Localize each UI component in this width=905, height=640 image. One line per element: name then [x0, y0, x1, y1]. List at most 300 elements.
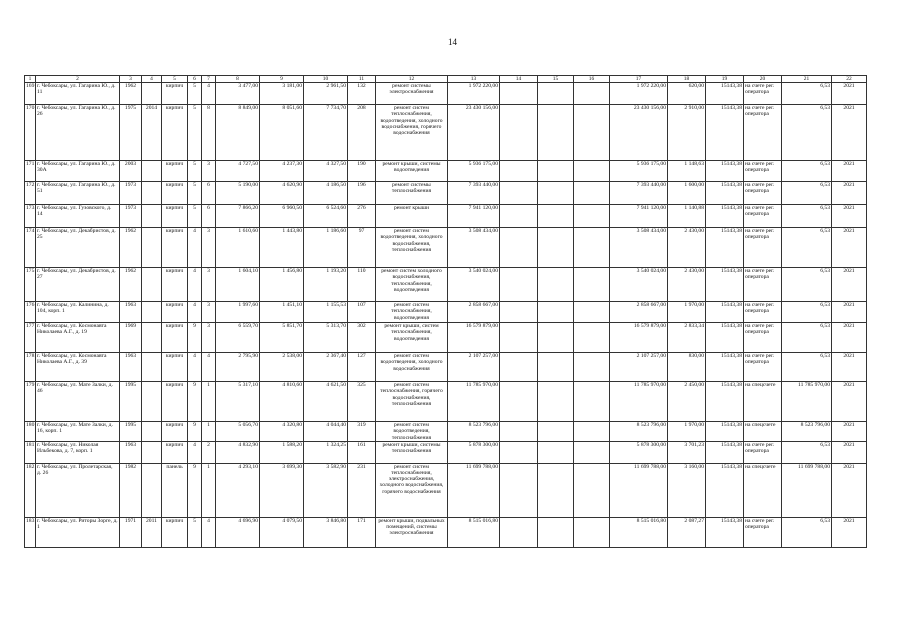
table-row [25, 323, 867, 353]
table-cell: 1963 [120, 302, 142, 323]
table-cell: 15143,38 [706, 302, 744, 323]
table-cell: на счете рег. оператора [744, 205, 782, 228]
table-cell: 4 696,90 [216, 517, 260, 547]
table-cell: 9 [188, 323, 202, 353]
table-cell [538, 83, 574, 105]
table-cell: 110 [348, 268, 376, 302]
table-cell [574, 441, 610, 463]
table-cell: 6,53 [782, 268, 832, 302]
table-cell: 1 970,00 [668, 422, 706, 442]
table-cell [500, 182, 538, 205]
table-cell: 4 [188, 353, 202, 382]
table-cell: г. Чебоксары, ул. Мате Залки, д. 46 [36, 382, 120, 422]
table-row [25, 105, 867, 161]
column-header: 17 [610, 76, 668, 83]
table-cell [142, 302, 162, 323]
table-cell: 4 810,60 [260, 382, 304, 422]
table-cell: 5 [188, 83, 202, 105]
table-cell: 1 610,60 [216, 228, 260, 268]
table-cell: 3 181,00 [260, 83, 304, 105]
table-cell [574, 161, 610, 182]
table-cell: 2011 [142, 517, 162, 547]
table-cell: 127 [348, 353, 376, 382]
table-row [25, 205, 867, 228]
table-cell: ремонт крыши, системы теплоснабжения [376, 441, 448, 463]
table-cell: 2 367,40 [304, 353, 348, 382]
table-cell [142, 441, 162, 463]
table-cell: 7 393 440,00 [448, 182, 500, 205]
table-cell: 4 [188, 228, 202, 268]
table-cell: 11 699 788,00 [782, 463, 832, 517]
table-cell: 6 [202, 205, 216, 228]
table-cell [538, 463, 574, 517]
table-cell: 15143,38 [706, 353, 744, 382]
table-cell: на счете рег. оператора [744, 83, 782, 105]
table-cell: г. Чебоксары, ул. Мате Залки, д. 16, корп. 1 [36, 422, 120, 442]
table-cell: 15143,38 [706, 268, 744, 302]
table-cell [142, 463, 162, 517]
column-header: 9 [260, 76, 304, 83]
table-cell: 183 [25, 517, 36, 547]
table-cell [142, 353, 162, 382]
table-cell [538, 105, 574, 161]
table-cell: 7 941 120,00 [610, 205, 668, 228]
table-cell: г. Чебоксары, ул. Космонавта Николаева А.Г., д. 39 [36, 353, 120, 382]
table-cell: кирпич [162, 161, 188, 182]
table-cell: 2021 [832, 422, 867, 442]
table-cell: ремонт систем холодного водоснабжения, теплоснабжения, водоотведения [376, 268, 448, 302]
table-cell: 1 972 220,00 [610, 83, 668, 105]
table-cell: 1963 [120, 441, 142, 463]
table-cell: 2021 [832, 463, 867, 517]
table-cell: 8 051,60 [260, 105, 304, 161]
table-cell: 2 795,90 [216, 353, 260, 382]
table-cell: 1 588,20 [260, 441, 304, 463]
table-cell: 2021 [832, 353, 867, 382]
table-cell: 11 699 788,00 [610, 463, 668, 517]
table-cell: на счете рег. оператора [744, 302, 782, 323]
table-cell: 176 [25, 302, 36, 323]
table-cell: 5 878 300,00 [610, 441, 668, 463]
table-cell: 1962 [120, 83, 142, 105]
table-cell: 2 858 667,00 [610, 302, 668, 323]
column-header: 7 [202, 76, 216, 83]
table-cell [538, 228, 574, 268]
table-cell: 173 [25, 205, 36, 228]
table-cell: 171 [25, 161, 36, 182]
table-cell: 1 [202, 422, 216, 442]
table-cell: 1973 [120, 205, 142, 228]
table-row [25, 228, 867, 268]
column-header: 12 [376, 76, 448, 83]
table-cell: на счете рег. оператора [744, 517, 782, 547]
table-cell: г. Чебоксары, ул. Гагарина Ю., д. 30А [36, 161, 120, 182]
table-cell: кирпич [162, 353, 188, 382]
table-cell: 4 [202, 83, 216, 105]
table-cell: 15143,38 [706, 517, 744, 547]
table-cell: ремонт систем теплоснабжения, электроснабжения, холодного водоснабжения, горячего водоснабжения [376, 463, 448, 517]
table-cell: 8 523 796,00 [782, 422, 832, 442]
table-cell [500, 382, 538, 422]
table-cell [538, 161, 574, 182]
table-cell: на спецсчете [744, 382, 782, 422]
table-cell: 2021 [832, 161, 867, 182]
table-cell: 3 701,23 [668, 441, 706, 463]
table-cell: 6,53 [782, 353, 832, 382]
table-cell [574, 463, 610, 517]
table-cell: 175 [25, 268, 36, 302]
table-cell: 15143,38 [706, 205, 744, 228]
table-cell: 3 [202, 161, 216, 182]
table-cell: 15143,38 [706, 382, 744, 422]
data-table [24, 75, 867, 548]
table-cell: кирпич [162, 517, 188, 547]
table-cell: 1 997,60 [216, 302, 260, 323]
table-cell: 6,53 [782, 228, 832, 268]
table-cell: 1982 [120, 463, 142, 517]
table-cell: 169 [25, 83, 36, 105]
table-cell: 15143,38 [706, 105, 744, 161]
table-cell: 4 727,50 [216, 161, 260, 182]
table-cell: 2 910,00 [668, 105, 706, 161]
table-cell [538, 422, 574, 442]
table-cell: ремонт систем водоотведения, холодного водоснабжения, теплоснабжения [376, 228, 448, 268]
table-row [25, 182, 867, 205]
table-cell: 2021 [832, 302, 867, 323]
table-cell [538, 323, 574, 353]
column-header: 10 [304, 76, 348, 83]
table-cell: 3 [202, 228, 216, 268]
table-cell: 2021 [832, 323, 867, 353]
table-cell: 196 [348, 182, 376, 205]
table-cell: 4 [188, 302, 202, 323]
column-header: 22 [832, 76, 867, 83]
table-cell: 6,53 [782, 517, 832, 547]
table-cell [500, 83, 538, 105]
table-cell: 1971 [120, 517, 142, 547]
table-cell: 15143,38 [706, 161, 744, 182]
table-cell: 1 972 220,00 [448, 83, 500, 105]
table-cell: на счете рег. оператора [744, 268, 782, 302]
table-cell [500, 463, 538, 517]
table-cell: 15143,38 [706, 228, 744, 268]
table-cell: кирпич [162, 302, 188, 323]
column-header: 6 [188, 76, 202, 83]
table-cell [574, 228, 610, 268]
table-cell: 5 [188, 182, 202, 205]
table-cell: 8 515 016,80 [448, 517, 500, 547]
table-cell: 1995 [120, 422, 142, 442]
table-cell: 8 849,00 [216, 105, 260, 161]
column-header: 11 [348, 76, 376, 83]
table-cell: 4 186,50 [304, 182, 348, 205]
table-cell: 15143,38 [706, 422, 744, 442]
table-cell: 180 [25, 422, 36, 442]
table-row [25, 353, 867, 382]
table-cell: кирпич [162, 422, 188, 442]
table-cell: 1 324,25 [304, 441, 348, 463]
table-cell [538, 205, 574, 228]
table-cell: 6 524,60 [304, 205, 348, 228]
table-cell: 170 [25, 105, 36, 161]
table-cell [142, 182, 162, 205]
table-cell: 2 [202, 441, 216, 463]
table-cell [500, 268, 538, 302]
table-cell: 1 970,00 [668, 302, 706, 323]
table-cell [538, 382, 574, 422]
table-cell: 2021 [832, 441, 867, 463]
table-cell: ремонт системы теплоснабжения [376, 182, 448, 205]
table-cell [142, 422, 162, 442]
table-cell: 5 936 175,00 [610, 161, 668, 182]
table-cell: 9 [188, 463, 202, 517]
table-cell: 830,00 [668, 353, 706, 382]
table-cell: 3 540 024,00 [610, 268, 668, 302]
table-cell: 177 [25, 323, 36, 353]
table-row [25, 382, 867, 422]
table-cell: г. Чебоксары, ул. Гагарина Ю., д. 26 [36, 105, 120, 161]
table-cell: 6,53 [782, 182, 832, 205]
table-cell: 3 508 434,00 [448, 228, 500, 268]
table-cell: 231 [348, 463, 376, 517]
column-header: 18 [668, 76, 706, 83]
table-cell: 7 866,20 [216, 205, 260, 228]
table-cell: 1 [202, 463, 216, 517]
table-cell [500, 105, 538, 161]
table-cell: 5 936 175,00 [448, 161, 500, 182]
table-cell: 2 538,00 [260, 353, 304, 382]
table-cell [142, 323, 162, 353]
column-header: 20 [744, 76, 782, 83]
table-cell: 6 559,70 [216, 323, 260, 353]
column-header: 3 [120, 76, 142, 83]
table-cell [538, 302, 574, 323]
table-cell [500, 205, 538, 228]
table-cell: 1 [202, 382, 216, 422]
table-cell: 4 [188, 441, 202, 463]
table-cell: 11 785 970,00 [610, 382, 668, 422]
table-cell: 2 087,27 [668, 517, 706, 547]
table-cell: 15143,38 [706, 441, 744, 463]
table-cell: 11 785 970,00 [448, 382, 500, 422]
table-cell: 174 [25, 228, 36, 268]
table-cell: 1 193,20 [304, 268, 348, 302]
table-cell: 5 878 300,00 [448, 441, 500, 463]
table-row [25, 517, 867, 547]
table-cell: 319 [348, 422, 376, 442]
table-cell: на счете рег. оператора [744, 353, 782, 382]
table-row [25, 422, 867, 442]
table-cell: 1 140,88 [668, 205, 706, 228]
table-cell: ремонт систем теплоснабжения, горячего водоснабжения, теплоснабжения [376, 382, 448, 422]
table-cell: 6,53 [782, 161, 832, 182]
column-header: 1 [25, 76, 36, 83]
table-row [25, 268, 867, 302]
table-row [25, 441, 867, 463]
table-cell [538, 182, 574, 205]
table-cell: 325 [348, 382, 376, 422]
table-cell: кирпич [162, 83, 188, 105]
table-cell: 3 540 024,00 [448, 268, 500, 302]
table-cell: 2 107 257,00 [610, 353, 668, 382]
table-cell: на спецсчете [744, 422, 782, 442]
column-header: 8 [216, 76, 260, 83]
table-cell: 1975 [120, 105, 142, 161]
table-cell: 2 450,00 [668, 382, 706, 422]
table-cell [500, 161, 538, 182]
table-cell [142, 228, 162, 268]
table-cell: 2021 [832, 268, 867, 302]
column-header: 4 [142, 76, 162, 83]
table-cell: 5 313,70 [304, 323, 348, 353]
table-cell: ремонт крыши [376, 205, 448, 228]
table-cell [538, 268, 574, 302]
table-cell: 8 523 796,00 [610, 422, 668, 442]
table-cell [500, 228, 538, 268]
table-cell [574, 382, 610, 422]
table-cell: 23 430 156,00 [448, 105, 500, 161]
table-cell: 8 523 796,00 [448, 422, 500, 442]
column-header: 19 [706, 76, 744, 83]
table-cell [574, 182, 610, 205]
table-cell [142, 382, 162, 422]
table-cell: 4 [202, 517, 216, 547]
column-header: 15 [538, 76, 574, 83]
table-cell: 2021 [832, 205, 867, 228]
table-cell: 3 477,00 [216, 83, 260, 105]
table-cell [500, 422, 538, 442]
table-cell: 8 [202, 105, 216, 161]
table-cell [574, 422, 610, 442]
table-cell [574, 105, 610, 161]
table-cell: 5 [188, 205, 202, 228]
table-cell: кирпич [162, 268, 188, 302]
table-cell: г. Чебоксары, ул. Декабристов, д. 25 [36, 228, 120, 268]
table-cell: 23 430 156,00 [610, 105, 668, 161]
table-cell: 2021 [832, 382, 867, 422]
table-cell: 161 [348, 441, 376, 463]
table-cell: 97 [348, 228, 376, 268]
table-cell [538, 353, 574, 382]
table-cell: на спецсчете [744, 463, 782, 517]
table-cell: 1 604,10 [216, 268, 260, 302]
table-cell: 6 960,50 [260, 205, 304, 228]
table-cell: 3 699,30 [260, 463, 304, 517]
table-cell: 5 851,70 [260, 323, 304, 353]
table-cell: кирпич [162, 323, 188, 353]
table-cell: кирпич [162, 228, 188, 268]
table-cell: 5 317,10 [216, 382, 260, 422]
table-cell: 15143,38 [706, 83, 744, 105]
table-cell: ремонт систем теплоснабжения, водоотведения [376, 302, 448, 323]
table-cell: 4 [188, 268, 202, 302]
table-cell: 208 [348, 105, 376, 161]
table-cell: 4 [202, 353, 216, 382]
table-cell: ремонт систем теплоснабжения, водоотведения, холодного водоснабжения, горячего водоснабжения [376, 105, 448, 161]
table-cell: 6,53 [782, 441, 832, 463]
table-cell: 5 190,00 [216, 182, 260, 205]
table-cell: г. Чебоксары, ул. Калинина, д. 104, корп. 1 [36, 302, 120, 323]
table-cell: 1963 [120, 353, 142, 382]
table-cell: 2021 [832, 228, 867, 268]
table-cell [142, 161, 162, 182]
table-cell: на счете рег. оператора [744, 161, 782, 182]
table-cell: 1 456,80 [260, 268, 304, 302]
table-cell: 2021 [832, 83, 867, 105]
table-cell [142, 205, 162, 228]
table-cell: г. Чебоксары, ул. Риторы Зорге, д. 1 [36, 517, 120, 547]
table-cell: 3 160,00 [668, 463, 706, 517]
table-cell: 6 [202, 182, 216, 205]
table-cell: 4 327,50 [304, 161, 348, 182]
column-header: 2 [36, 76, 120, 83]
table-cell: 1 155,53 [304, 302, 348, 323]
table-cell [500, 302, 538, 323]
table-cell [538, 517, 574, 547]
table-cell: ремонт систем водоотведения, холодного водоснабжения [376, 353, 448, 382]
table-cell: 6,53 [782, 83, 832, 105]
table-cell: 3 846,80 [304, 517, 348, 547]
page-number: 14 [448, 37, 457, 47]
table-cell: 11 699 788,00 [448, 463, 500, 517]
table-cell [500, 323, 538, 353]
table-cell: 7 734,70 [304, 105, 348, 161]
table-cell [574, 517, 610, 547]
table-cell: 4 237,30 [260, 161, 304, 182]
table-cell: 8 515 016,80 [610, 517, 668, 547]
table-cell: 7 941 120,00 [448, 205, 500, 228]
table-cell [574, 205, 610, 228]
table-cell: 5 [188, 105, 202, 161]
table-cell: 2 430,00 [668, 268, 706, 302]
table-cell: 5 [188, 517, 202, 547]
table-cell: 9 [188, 422, 202, 442]
column-header: 13 [448, 76, 500, 83]
table-cell: 2014 [142, 105, 162, 161]
table-cell: 4 293,10 [216, 463, 260, 517]
table-cell [574, 83, 610, 105]
table-row [25, 302, 867, 323]
table-cell: 1962 [120, 228, 142, 268]
table-cell: 2021 [832, 182, 867, 205]
table-cell: 11 785 970,00 [782, 382, 832, 422]
table-cell: 3 [202, 323, 216, 353]
table-cell: 2 961,50 [304, 83, 348, 105]
table-cell: ремонт системы электроснабжения [376, 83, 448, 105]
table-cell: 6,53 [782, 302, 832, 323]
table-cell [574, 323, 610, 353]
table-cell: 3 [202, 302, 216, 323]
table-cell: 2 833,34 [668, 323, 706, 353]
table-cell: 2003 [120, 161, 142, 182]
table-row [25, 83, 867, 105]
table-cell: г. Чебоксары, ул. Декабристов, д. 27 [36, 268, 120, 302]
table-cell: 2 858 667,00 [448, 302, 500, 323]
column-header: 16 [574, 76, 610, 83]
table-cell: 6,53 [782, 323, 832, 353]
table-cell: г. Чебоксары, ул. Гагарина Ю., д. 11 [36, 83, 120, 105]
table-cell: 2 107 257,00 [448, 353, 500, 382]
table-cell: 5 056,70 [216, 422, 260, 442]
column-header: 21 [782, 76, 832, 83]
table-cell: на счете рег. оператора [744, 323, 782, 353]
table-cell: ремонт систем водоотведения, теплоснабжения [376, 422, 448, 442]
table-cell: г. Чебоксары, ул. Николая Ильбекова, д. 7, корп. 1 [36, 441, 120, 463]
table-cell: 6,53 [782, 105, 832, 161]
table-cell [574, 268, 610, 302]
table-cell [142, 268, 162, 302]
table-cell [500, 353, 538, 382]
